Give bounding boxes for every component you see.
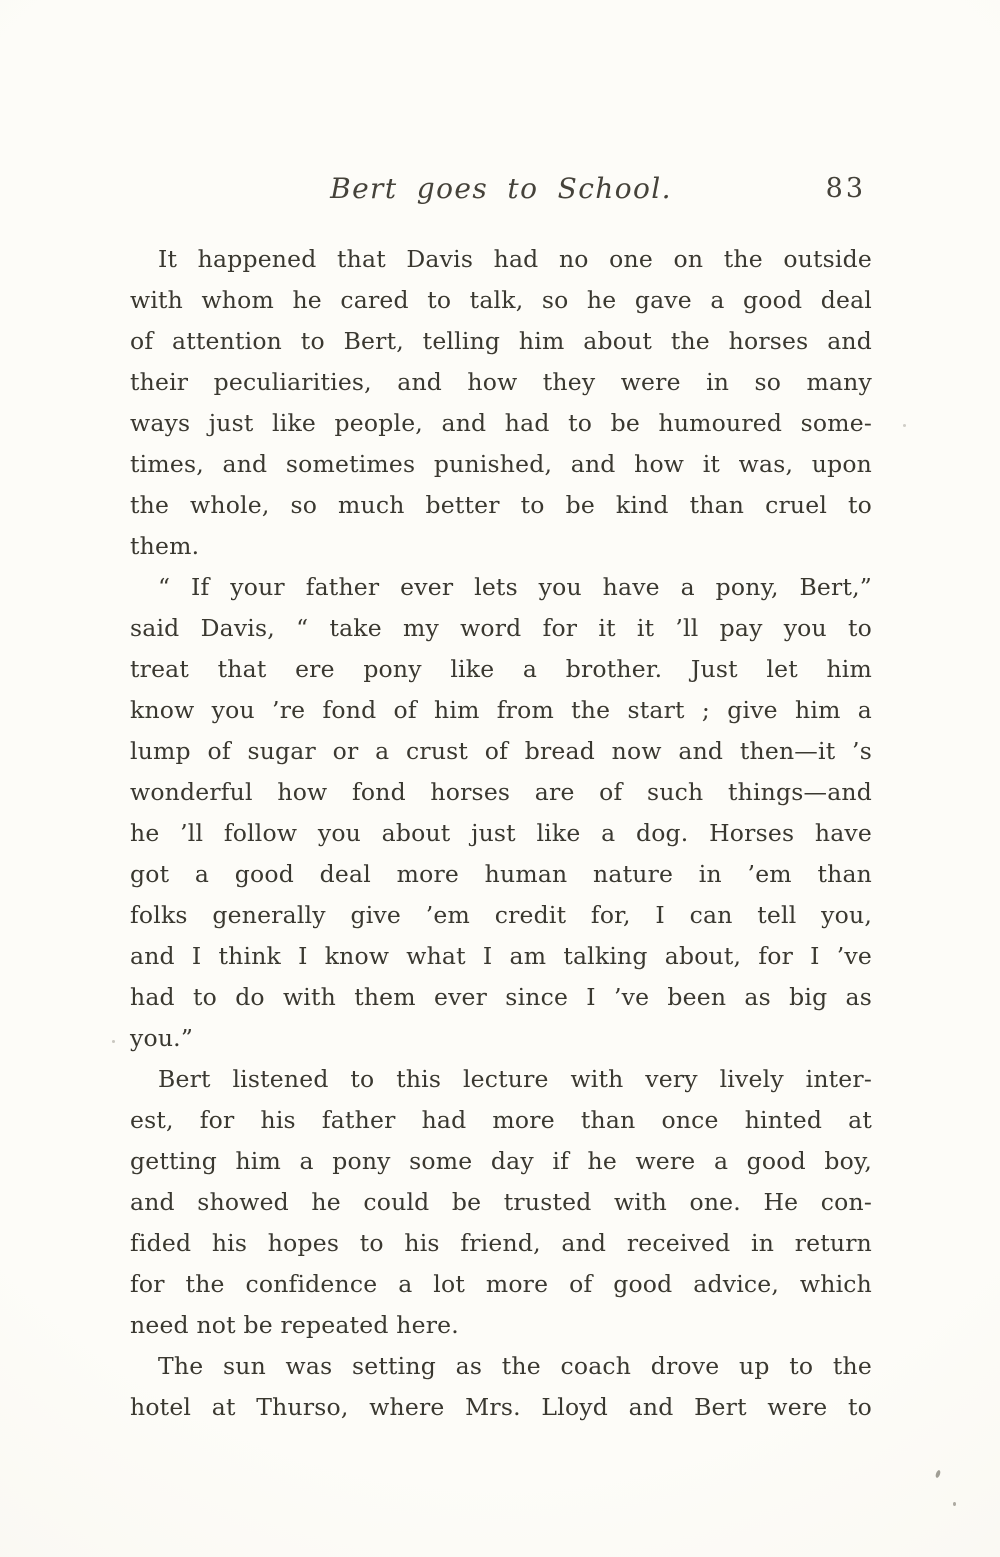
text-line: treat that ere pony like a brother. Just let him — [130, 655, 872, 683]
text-line: fided his hopes to his friend, and received in return — [130, 1229, 872, 1257]
text-line: need not be repeated here. — [130, 1311, 459, 1339]
text-line: “ If your father ever lets you have a pony, Bert,” — [158, 573, 872, 601]
scan-speck-icon — [953, 1502, 956, 1506]
text-line: said Davis, “ take my word for it it ’ll pay you to — [130, 614, 872, 642]
text-line: you.” — [130, 1024, 194, 1052]
page-body — [130, 239, 872, 1428]
paragraph — [130, 239, 872, 567]
scan-speck-icon — [903, 424, 906, 427]
text-line: and showed he could be trusted with one. He con- — [130, 1188, 872, 1216]
page-header — [130, 172, 872, 216]
text-line: getting him a pony some day if he were a good boy, — [130, 1147, 872, 1175]
text-line: folks generally give ’em credit for, I can tell you, — [130, 901, 872, 929]
text-line: with whom he cared to talk, so he gave a good deal — [130, 286, 872, 314]
text-line: know you ’re fond of him from the start ; give him a — [130, 696, 872, 724]
text-line: ways just like people, and had to be humoured some- — [130, 409, 872, 437]
text-line: times, and sometimes punished, and how it was, upon — [130, 450, 872, 478]
running-title: Bert goes to School. — [330, 172, 672, 205]
scan-speck-icon — [935, 1470, 941, 1479]
text-line: had to do with them ever since I ’ve been as big as — [130, 983, 872, 1011]
text-line: est, for his father had more than once hinted at — [130, 1106, 872, 1134]
text-line: and I think I know what I am talking about, for I ’ve — [130, 942, 872, 970]
text-line: It happened that Davis had no one on the outside — [158, 245, 872, 273]
paragraph — [130, 1059, 872, 1346]
text-line: for the confidence a lot more of good advice, which — [130, 1270, 872, 1298]
paragraph — [130, 567, 872, 1059]
text-line: Bert listened to this lecture with very lively inter- — [158, 1065, 872, 1093]
text-line: hotel at Thurso, where Mrs. Lloyd and Bert were to — [130, 1393, 872, 1421]
text-line: wonderful how fond horses are of such things—and — [130, 778, 872, 806]
scan-speck-icon — [112, 1040, 115, 1043]
paragraph — [130, 1346, 872, 1428]
page-number: 83 — [825, 173, 866, 204]
text-line: lump of sugar or a crust of bread now and then—it ’s — [130, 737, 872, 765]
text-line: got a good deal more human nature in ’em than — [130, 860, 872, 888]
text-line: he ’ll follow you about just like a dog. Horses have — [130, 819, 872, 847]
text-line: them. — [130, 532, 200, 560]
text-line: of attention to Bert, telling him about the horses and — [130, 327, 872, 355]
text-line: The sun was setting as the coach drove up to the — [158, 1352, 872, 1380]
text-line: the whole, so much better to be kind than cruel to — [130, 491, 872, 519]
text-line: their peculiarities, and how they were in so many — [130, 368, 872, 396]
